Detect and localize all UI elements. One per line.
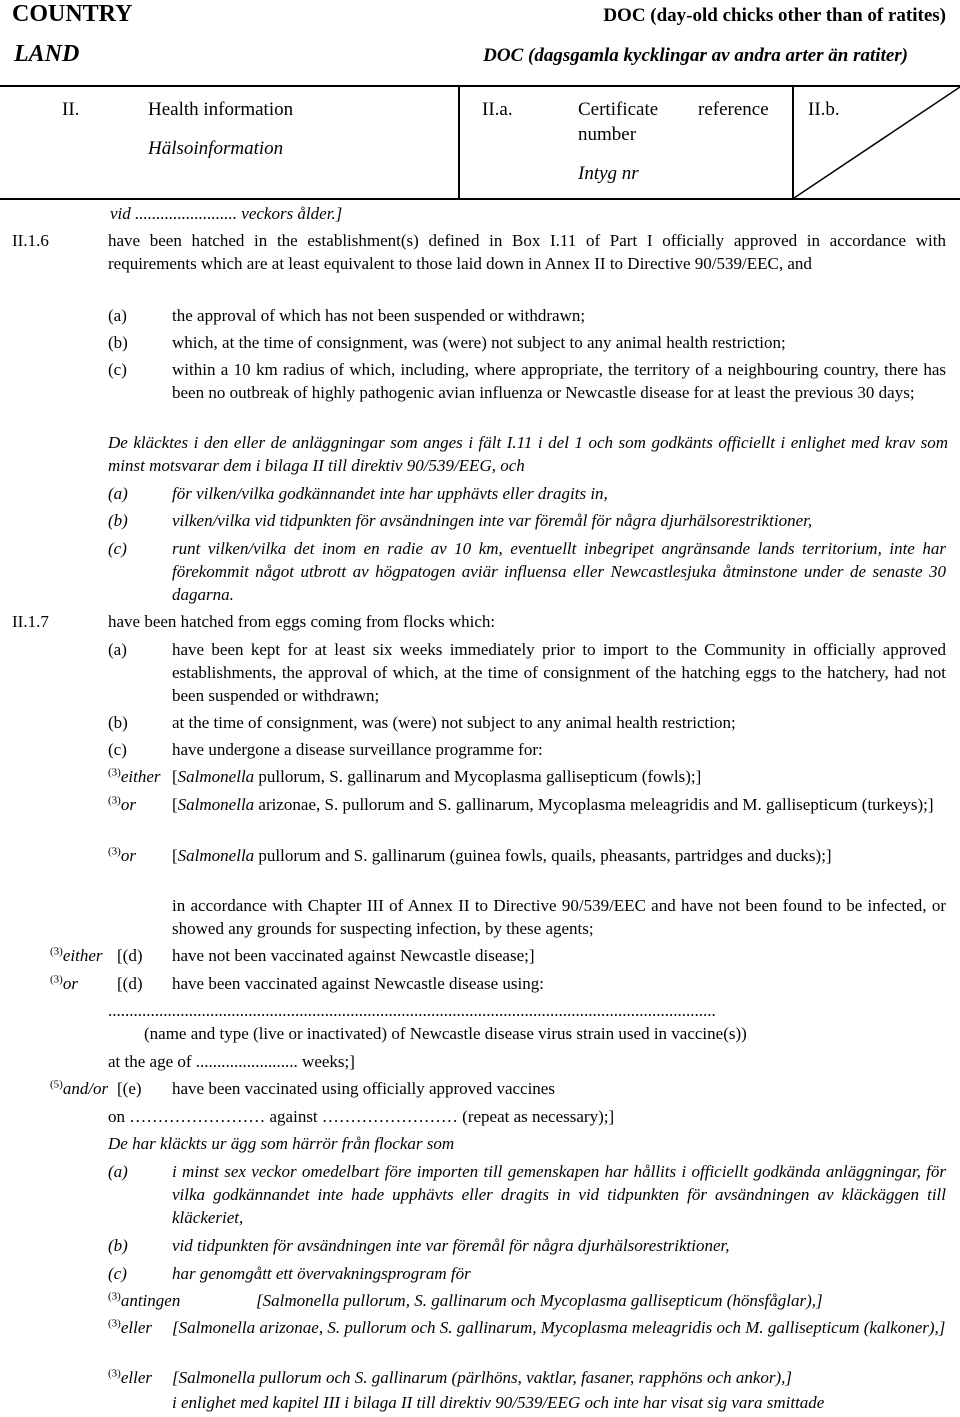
item-label: (b) [108,1236,128,1255]
final-line-sv: i enlighet med kapitel III i bilaga II till direktiv 90/539/EEG och inte har visat sig vara smittade [172,1393,825,1412]
item-label: (b) [108,511,128,530]
item-label: (c) [108,360,127,379]
item-text: have undergone a disease surveillance programme for: [172,740,543,759]
option-marker: $^{(3)}$or [108,794,136,814]
item-text: the approval of which has not been suspended or withdrawn; [172,306,586,325]
option-text: [Salmonella pullorum, S. gallinarum och Mycoplasma gallisepticum (hönsfåglar),] [256,1291,823,1310]
section-iia-number: II.a. [482,99,513,120]
item-text: at the time of consignment, was (were) not subject to any animal health restriction; [172,713,736,732]
health-info-title-sv: Hälsoinformation [148,138,284,159]
item-label: (c) [108,1264,127,1283]
section-116-sv-text: De kläcktes i den eller de anläggningar som anges i fält I.11 i del 1 och som godkänts officiellt i enlighet med krav som minst motsvarar dem i bilaga II till direktiv 90/539/EEG, och [108,433,948,475]
health-info-title: Health information [148,99,294,120]
item-label: [(d) [117,974,143,993]
option-marker: $^{(3)}$or [108,845,136,865]
item-label: [(d) [117,946,143,965]
item-label: (a) [108,1162,128,1181]
item-text: i minst sex veckor omedelbart före importen till gemenskapen har hållits i officiellt godkända anläggningar, för vilka godkännandet inte hade upphävts eller dragits in vid tidpunkten för avsändningen av kläckäggen till kläckeriet, [172,1162,946,1227]
section-117-sv-intro: De har kläckts ur ägg som härrör från flockar som [108,1134,455,1153]
vaccine-age-line: at the age of ........................ weeks;] [108,1052,355,1071]
item-text: have been vaccinated against Newcastle disease using: [172,974,544,993]
option-marker: $^{(3)}$either [108,766,161,786]
item-label: (a) [108,306,127,325]
section-116-text: have been hatched in the establishment(s) defined in Box I.11 of Part I officially approved in accordance with requirements which are at least equivalent to those laid down in Annex II to Directive 90/539/EEC, and [108,231,946,273]
item-label: (b) [108,333,128,352]
item-text: vid tidpunkten för avsändningen inte var föremål för några djurhälsorestriktioner, [172,1236,730,1255]
item-text: runt vilken/vilka det inom en radie av 10 km, eventuellt inbegripet angränsande lands territorium, inte har förekommit något utbrott av högpatogen aviär influensa eller Newcastlesjuka åtminstone under de senaste 30 dagarna. [172,539,946,604]
option-text: [Salmonella arizonae, S. pullorum and S. gallinarum, Mycoplasma meleagridis and M. gallisepticum (turkeys);] [172,795,934,814]
doc-title-sv: DOC (dagsgamla kycklingar av andra arter än ratiter) [483,45,908,66]
item-label: (c) [108,539,127,558]
item-text: har genomgått ett övervakningsprogram för [172,1264,471,1283]
option-marker: $^{(3)}$either [50,945,103,965]
section-117-text: have been hatched from eggs coming from flocks which: [108,612,496,631]
item-text: have not been vaccinated against Newcastle disease;] [172,946,535,965]
item-text: för vilken/vilka godkännandet inte har upphävts eller dragits in, [172,484,608,503]
section-ii-number: II. [62,99,80,120]
intyg-nr: Intyg nr [578,163,639,184]
option-text: [Salmonella pullorum, S. gallinarum and Mycoplasma gallisepticum (fowls);] [172,767,702,786]
chapter-text: in accordance with Chapter III of Annex II to Directive 90/539/EEC and have not been found to be infected, or showed any grounds for suspecting infection, by these agents; [172,896,946,938]
section-116-number: II.1.6 [12,231,49,250]
doc-title-en: DOC (day-old chicks other than of ratites) [603,5,946,26]
land-label: LAND [14,41,80,67]
number-word: number [578,124,637,145]
option-marker: $^{(3)}$antingen [108,1290,181,1310]
option-text: [Salmonella arizonae, S. pullorum och S. gallinarum, Mycoplasma meleagridis och M. gallisepticum (kalkoner),] [172,1318,946,1337]
option-marker: $^{(3)}$eller [108,1367,152,1387]
option-marker: $^{(3)}$eller [108,1317,152,1337]
option-text: [Salmonella pullorum and S. gallinarum (guinea fowls, quails, pheasants, partridges and ducks);] [172,846,832,865]
vaccine-strain-dots: ............................................................................................................................................... [108,1001,716,1020]
certificate-word: Certificate [578,99,659,120]
box-divider-1 [458,85,460,198]
country-label: COUNTRY [12,1,133,27]
item-label: (a) [108,640,127,659]
vaccine-strain-caption: (name and type (live or inactivated) of Newcastle disease virus strain used in vaccine(s)) [144,1024,747,1043]
item-text: within a 10 km radius of which, including, where appropriate, the territory of a neighbouring country, there has been no outbreak of highly pathogenic avian influenza or Newcastle disease for at least the previous 30 days; [172,360,946,402]
vid-weeks-line: vid ........................ veckors ålder.] [110,204,343,223]
item-text: which, at the time of consignment, was (were) not subject to any animal health restriction; [172,333,786,352]
item-text: have been vaccinated using officially approved vaccines [172,1079,555,1098]
item-label: (b) [108,713,128,732]
item-label: [(e) [117,1079,142,1098]
item-label: (a) [108,484,128,503]
item-label: (c) [108,740,127,759]
reference-word: reference [698,99,769,120]
option-marker: $^{(5)}$and/or [50,1078,109,1098]
option-text: [Salmonella pullorum och S. gallinarum (pärlhöns, vaktlar, fasaner, rapphöns och ankor),] [172,1368,793,1387]
item-text: vilken/vilka vid tidpunkten för avsändningen inte var föremål för några djurhälsorestriktioner, [172,511,813,530]
section-117-number: II.1.7 [12,612,49,631]
box-bottom-border [0,198,960,200]
on-against-line: on …………………… against …………………… (repeat as necessary);] [108,1107,615,1126]
option-marker: $^{(3)}$or [50,973,78,993]
section-iib-number: II.b. [808,99,840,120]
item-text: have been kept for at least six weeks immediately prior to import to the Community in officially approved establishments, the approval of which, at the time of consignment of the hatching eggs to the hatchery, had not been suspended or withdrawn; [172,640,946,705]
